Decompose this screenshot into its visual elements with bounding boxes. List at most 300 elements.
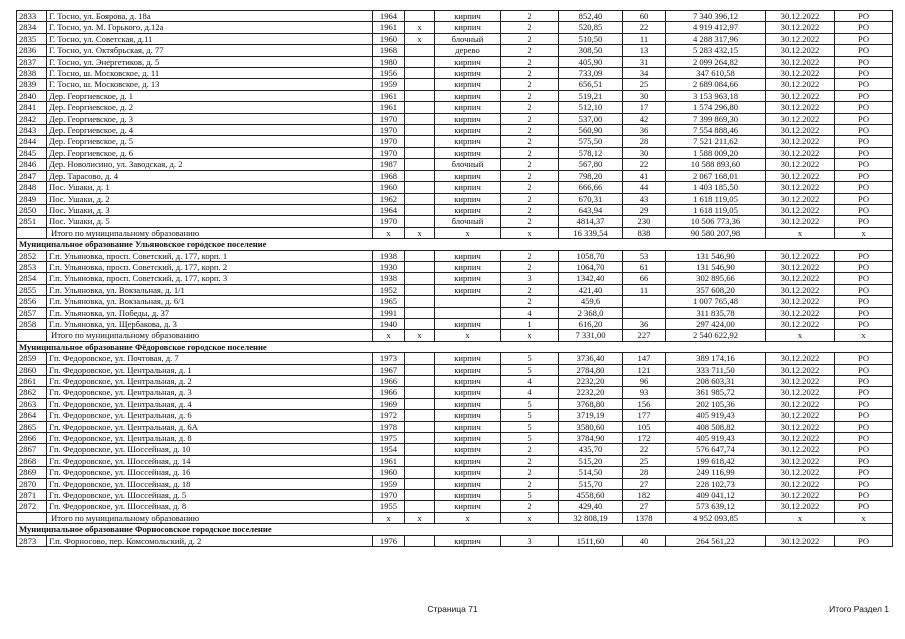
row-number-cell [17, 227, 47, 238]
floors-cell: 5 [501, 433, 559, 444]
funding-method-cell: РО [835, 125, 893, 136]
funding-method-cell: РО [835, 22, 893, 33]
floors-cell: 5 [501, 353, 559, 364]
repair-cost-cell: 1 574 296,80 [666, 102, 766, 113]
residents-cell: 28 [623, 136, 666, 147]
residents-cell: 53 [623, 250, 666, 261]
marker-cell [405, 307, 435, 318]
residents-cell: 41 [623, 170, 666, 181]
wall-material-cell [435, 296, 501, 307]
total-area-cell: 459,6 [559, 296, 623, 307]
address-cell: Гп. Федоровское, ул. Шоссейная, д. 18 [47, 478, 373, 489]
address-cell: Гп. Федоровское, ул. Шоссейная, д. 16 [47, 467, 373, 478]
completion-date-cell: 30.12.2022 [766, 11, 835, 22]
funding-method-cell: РО [835, 387, 893, 398]
row-number-cell: 2860 [17, 364, 47, 375]
marker-cell: х [405, 33, 435, 44]
marker-cell [405, 364, 435, 375]
row-number-cell: 2859 [17, 353, 47, 364]
row-number-cell: 2862 [17, 387, 47, 398]
row-number-cell: 2852 [17, 250, 47, 261]
table-row [17, 467, 893, 478]
table-row [17, 113, 893, 124]
year-built-cell: 1980 [373, 56, 405, 67]
wall-material-cell: кирпич [435, 455, 501, 466]
register-body [17, 11, 893, 547]
year-built-cell: 1966 [373, 387, 405, 398]
marker-cell [405, 535, 435, 546]
completion-date-cell: 30.12.2022 [766, 170, 835, 181]
funding-method-cell: РО [835, 535, 893, 546]
total-area-cell: 575,50 [559, 136, 623, 147]
year-built-cell: 1959 [373, 79, 405, 90]
table-row [17, 455, 893, 466]
total-area-cell: 656,51 [559, 79, 623, 90]
completion-date-cell: 30.12.2022 [766, 79, 835, 90]
floors-cell: 2 [501, 45, 559, 56]
year-built-cell: 1961 [373, 102, 405, 113]
year-built-cell: 1991 [373, 307, 405, 318]
funding-method-cell: РО [835, 444, 893, 455]
residents-cell: 147 [623, 353, 666, 364]
table-row [17, 490, 893, 501]
wall-material-cell: кирпич [435, 444, 501, 455]
wall-material-cell [435, 307, 501, 318]
marker-cell [405, 159, 435, 170]
floors-cell: 2 [501, 68, 559, 79]
total-area-cell: 32 808,19 [559, 512, 623, 523]
row-number-cell: 2833 [17, 11, 47, 22]
floors-cell: 2 [501, 102, 559, 113]
residents-cell: 177 [623, 410, 666, 421]
floors-cell: 2 [501, 159, 559, 170]
total-area-cell: 616,20 [559, 318, 623, 329]
total-area-cell: 578,12 [559, 147, 623, 158]
row-number-cell: 2853 [17, 261, 47, 272]
marker-cell [405, 136, 435, 147]
repair-cost-cell: 228 102,73 [666, 478, 766, 489]
floors-cell: 2 [501, 125, 559, 136]
year-built-cell: х [373, 227, 405, 238]
repair-cost-cell: 333 711,50 [666, 364, 766, 375]
address-cell: Дер. Георгиевское, д. 4 [47, 125, 373, 136]
total-area-cell: 519,21 [559, 90, 623, 101]
residents-cell: 66 [623, 273, 666, 284]
completion-date-cell: 30.12.2022 [766, 501, 835, 512]
total-area-cell: 512,10 [559, 102, 623, 113]
floors-cell: 2 [501, 296, 559, 307]
funding-method-cell: РО [835, 11, 893, 22]
year-built-cell: 1961 [373, 22, 405, 33]
residents-cell: 105 [623, 421, 666, 432]
wall-material-cell: блочный [435, 159, 501, 170]
repair-cost-cell: 202 105,36 [666, 398, 766, 409]
repair-cost-cell: 249 116,99 [666, 467, 766, 478]
row-number-cell: 2863 [17, 398, 47, 409]
floors-cell: 2 [501, 216, 559, 227]
table-row [17, 147, 893, 158]
table-row [17, 102, 893, 113]
funding-method-cell: РО [835, 284, 893, 295]
address-cell: Гп. Федоровское, ул. Шоссейная, д. 10 [47, 444, 373, 455]
residents-cell: 25 [623, 455, 666, 466]
marker-cell [405, 56, 435, 67]
row-number-cell: 2844 [17, 136, 47, 147]
completion-date-cell: 30.12.2022 [766, 113, 835, 124]
table-row [17, 182, 893, 193]
year-built-cell: 1955 [373, 501, 405, 512]
address-cell: Г. Тосно, ул. Энергетиков, д. 5 [47, 56, 373, 67]
repair-cost-cell: 1 403 185,50 [666, 182, 766, 193]
funding-method-cell: РО [835, 273, 893, 284]
table-row [17, 193, 893, 204]
year-built-cell: 1975 [373, 433, 405, 444]
address-cell: Гп. Федоровское, ул. Центральная, д. 6А [47, 421, 373, 432]
completion-date-cell: 30.12.2022 [766, 421, 835, 432]
repair-cost-cell: 302 895,66 [666, 273, 766, 284]
marker-cell [405, 490, 435, 501]
completion-date-cell: 30.12.2022 [766, 33, 835, 44]
residents-cell: 42 [623, 113, 666, 124]
row-number-cell: 2835 [17, 33, 47, 44]
marker-cell [405, 433, 435, 444]
total-area-cell: 4558,60 [559, 490, 623, 501]
address-cell: Г. Тосно, ул. Боярова, д. 18а [47, 11, 373, 22]
funding-method-cell: РО [835, 56, 893, 67]
table-row [17, 136, 893, 147]
marker-cell [405, 113, 435, 124]
row-number-cell: 2861 [17, 376, 47, 387]
funding-method-cell: РО [835, 478, 893, 489]
residents-cell: 25 [623, 79, 666, 90]
completion-date-cell: 30.12.2022 [766, 433, 835, 444]
section-total-label: Итого Раздел 1 [829, 604, 889, 614]
table-row [17, 364, 893, 375]
year-built-cell: 1938 [373, 273, 405, 284]
table-row [17, 11, 893, 22]
completion-date-cell: 30.12.2022 [766, 318, 835, 329]
repair-cost-cell: 297 424,00 [666, 318, 766, 329]
completion-date-cell: 30.12.2022 [766, 45, 835, 56]
address-cell: Гп. Федоровское, ул. Центральная, д. 1 [47, 364, 373, 375]
repair-cost-cell: 10 506 773,36 [666, 216, 766, 227]
repair-cost-cell: 264 561,22 [666, 535, 766, 546]
floors-cell: 2 [501, 22, 559, 33]
repair-cost-cell: 131 546,90 [666, 261, 766, 272]
year-built-cell: х [373, 330, 405, 341]
funding-method-cell: х [835, 512, 893, 523]
marker-cell [405, 318, 435, 329]
row-number-cell: 2867 [17, 444, 47, 455]
floors-cell: х [501, 227, 559, 238]
row-number-cell: 2871 [17, 490, 47, 501]
table-row [17, 90, 893, 101]
repair-cost-cell: 405 919,43 [666, 433, 766, 444]
repair-cost-cell: 361 985,72 [666, 387, 766, 398]
table-row [17, 421, 893, 432]
year-built-cell: 1970 [373, 490, 405, 501]
address-cell: Дер. Георгиевское, д. 1 [47, 90, 373, 101]
total-area-cell: 3736,40 [559, 353, 623, 364]
repair-cost-cell: 409 041,12 [666, 490, 766, 501]
floors-cell: 3 [501, 535, 559, 546]
total-area-cell: 537,00 [559, 113, 623, 124]
year-built-cell: 1970 [373, 216, 405, 227]
residents-cell: 27 [623, 501, 666, 512]
residents-cell: 22 [623, 22, 666, 33]
wall-material-cell: кирпич [435, 125, 501, 136]
row-number-cell: 2851 [17, 216, 47, 227]
completion-date-cell: 30.12.2022 [766, 102, 835, 113]
repair-cost-cell: 90 580 207,98 [666, 227, 766, 238]
address-cell: Г.п. Форносово, пер. Комсомольский, д. 2 [47, 535, 373, 546]
funding-method-cell: РО [835, 147, 893, 158]
residents-cell: 60 [623, 11, 666, 22]
funding-method-cell: РО [835, 490, 893, 501]
housing-register-table [16, 10, 893, 547]
row-number-cell: 2840 [17, 90, 47, 101]
total-area-cell: 3719,19 [559, 410, 623, 421]
residents-cell: 172 [623, 433, 666, 444]
floors-cell: 2 [501, 193, 559, 204]
wall-material-cell: кирпич [435, 170, 501, 181]
floors-cell: 2 [501, 90, 559, 101]
completion-date-cell: 30.12.2022 [766, 307, 835, 318]
wall-material-cell: кирпич [435, 136, 501, 147]
marker-cell [405, 353, 435, 364]
repair-cost-cell: 573 639,12 [666, 501, 766, 512]
completion-date-cell: 30.12.2022 [766, 364, 835, 375]
residents-cell: 11 [623, 284, 666, 295]
funding-method-cell: РО [835, 159, 893, 170]
address-cell: Пос. Ушаки, д. 1 [47, 182, 373, 193]
funding-method-cell: РО [835, 204, 893, 215]
address-cell: Пос. Ушаки, д. 3 [47, 204, 373, 215]
total-area-cell: 3580,60 [559, 421, 623, 432]
address-cell: Г.п. Ульяновка, ул. Вокзальная, д. 6/1 [47, 296, 373, 307]
marker-cell [405, 455, 435, 466]
year-built-cell: 1965 [373, 296, 405, 307]
marker-cell [405, 284, 435, 295]
address-cell: Гп. Федоровское, ул. Почтовая, д. 7 [47, 353, 373, 364]
year-built-cell: 1938 [373, 250, 405, 261]
total-area-cell: 3784,90 [559, 433, 623, 444]
residents-cell: 36 [623, 125, 666, 136]
residents-cell: 1378 [623, 512, 666, 523]
address-cell: Г.п. Ульяновка, просп. Советский, д. 177, корп. 3 [47, 273, 373, 284]
floors-cell: 2 [501, 478, 559, 489]
row-number-cell: 2854 [17, 273, 47, 284]
wall-material-cell: кирпич [435, 535, 501, 546]
row-number-cell: 2849 [17, 193, 47, 204]
funding-method-cell: РО [835, 45, 893, 56]
completion-date-cell: 30.12.2022 [766, 250, 835, 261]
residents-cell: 31 [623, 56, 666, 67]
table-row [17, 318, 893, 329]
completion-date-cell: 30.12.2022 [766, 398, 835, 409]
marker-cell [405, 467, 435, 478]
wall-material-cell: кирпич [435, 353, 501, 364]
marker-cell [405, 125, 435, 136]
total-area-cell: 515,70 [559, 478, 623, 489]
residents-cell: 17 [623, 102, 666, 113]
residents-cell: 227 [623, 330, 666, 341]
table-row [17, 159, 893, 170]
funding-method-cell: РО [835, 467, 893, 478]
wall-material-cell: кирпич [435, 376, 501, 387]
completion-date-cell: 30.12.2022 [766, 490, 835, 501]
row-number-cell [17, 512, 47, 523]
year-built-cell: 1961 [373, 455, 405, 466]
year-built-cell: 1960 [373, 33, 405, 44]
completion-date-cell: х [766, 330, 835, 341]
row-number-cell: 2865 [17, 421, 47, 432]
address-cell: Гп. Федоровское, ул. Центральная, д. 8 [47, 433, 373, 444]
address-cell: Гп. Федоровское, ул. Шоссейная, д. 8 [47, 501, 373, 512]
page-number: Страница 71 [427, 604, 478, 614]
total-area-cell: 798,20 [559, 170, 623, 181]
marker-cell [405, 90, 435, 101]
floors-cell: 5 [501, 398, 559, 409]
row-number-cell: 2873 [17, 535, 47, 546]
floors-cell: 5 [501, 410, 559, 421]
residents-cell: 29 [623, 204, 666, 215]
subtotal-row [17, 512, 893, 523]
residents-cell: 34 [623, 68, 666, 79]
residents-cell: 40 [623, 535, 666, 546]
year-built-cell: 1960 [373, 467, 405, 478]
repair-cost-cell: 7 399 869,30 [666, 113, 766, 124]
repair-cost-cell: 199 618,42 [666, 455, 766, 466]
marker-cell [405, 398, 435, 409]
table-row [17, 433, 893, 444]
year-built-cell: 1959 [373, 478, 405, 489]
floors-cell: 2 [501, 455, 559, 466]
total-area-cell: 1342,40 [559, 273, 623, 284]
repair-cost-cell: 1 588 009,20 [666, 147, 766, 158]
total-area-cell: 2232,20 [559, 387, 623, 398]
total-area-cell: 429,40 [559, 501, 623, 512]
wall-material-cell: дерево [435, 45, 501, 56]
completion-date-cell: 30.12.2022 [766, 535, 835, 546]
total-area-cell: 520,85 [559, 22, 623, 33]
address-cell: Г. Тосно, ул. Советская, д.11 [47, 33, 373, 44]
address-cell: Пос. Ушаки, д. 5 [47, 216, 373, 227]
funding-method-cell: РО [835, 68, 893, 79]
residents-cell: 13 [623, 45, 666, 56]
marker-cell [405, 261, 435, 272]
residents-cell: 61 [623, 261, 666, 272]
floors-cell: 2 [501, 261, 559, 272]
total-area-cell: 2232,20 [559, 376, 623, 387]
address-cell: Г.п. Ульяновка, просп. Советский, д. 177, корп. 2 [47, 261, 373, 272]
repair-cost-cell: 208 603,31 [666, 376, 766, 387]
section-title: Муниципальное образование Форносовское городское поселение [17, 524, 893, 535]
total-area-cell: 421,40 [559, 284, 623, 295]
residents-cell: 27 [623, 478, 666, 489]
year-built-cell: 1972 [373, 410, 405, 421]
row-number-cell: 2866 [17, 433, 47, 444]
year-built-cell: 1987 [373, 159, 405, 170]
year-built-cell: 1964 [373, 204, 405, 215]
floors-cell: х [501, 330, 559, 341]
row-number-cell: 2845 [17, 147, 47, 158]
repair-cost-cell: 2 540 622,92 [666, 330, 766, 341]
table-row [17, 22, 893, 33]
floors-cell: 4 [501, 307, 559, 318]
wall-material-cell: кирпич [435, 364, 501, 375]
wall-material-cell: кирпич [435, 193, 501, 204]
total-area-cell: 515,20 [559, 455, 623, 466]
wall-material-cell: кирпич [435, 113, 501, 124]
section-title: Муниципальное образование Фёдоровское городское поселение [17, 341, 893, 352]
funding-method-cell: РО [835, 182, 893, 193]
wall-material-cell: кирпич [435, 387, 501, 398]
address-cell: Итого по муниципальному образованию [47, 227, 373, 238]
total-area-cell: 514,50 [559, 467, 623, 478]
table-row [17, 387, 893, 398]
residents-cell: 28 [623, 467, 666, 478]
floors-cell: 2 [501, 501, 559, 512]
repair-cost-cell: 405 919,43 [666, 410, 766, 421]
address-cell: Итого по муниципальному образованию [47, 512, 373, 523]
marker-cell [405, 170, 435, 181]
table-row [17, 204, 893, 215]
table-row [17, 444, 893, 455]
year-built-cell: 1970 [373, 125, 405, 136]
wall-material-cell: кирпич [435, 147, 501, 158]
funding-method-cell: РО [835, 501, 893, 512]
table-row [17, 307, 893, 318]
marker-cell [405, 478, 435, 489]
address-cell: Г. Тосно, ул. М. Горького, д.12а [47, 22, 373, 33]
year-built-cell: 1964 [373, 11, 405, 22]
total-area-cell: 643,94 [559, 204, 623, 215]
table-row [17, 478, 893, 489]
total-area-cell: 666,66 [559, 182, 623, 193]
marker-cell [405, 501, 435, 512]
completion-date-cell: 30.12.2022 [766, 56, 835, 67]
funding-method-cell: РО [835, 136, 893, 147]
funding-method-cell: РО [835, 410, 893, 421]
marker-cell [405, 273, 435, 284]
funding-method-cell: РО [835, 364, 893, 375]
table-row [17, 125, 893, 136]
completion-date-cell: 30.12.2022 [766, 22, 835, 33]
repair-cost-cell: 357 608,20 [666, 284, 766, 295]
completion-date-cell: 30.12.2022 [766, 455, 835, 466]
funding-method-cell: РО [835, 455, 893, 466]
address-cell: Гп. Федоровское, ул. Шоссейная, д. 14 [47, 455, 373, 466]
funding-method-cell: х [835, 227, 893, 238]
floors-cell: 4 [501, 376, 559, 387]
floors-cell: 2 [501, 250, 559, 261]
marker-cell [405, 11, 435, 22]
wall-material-cell: кирпич [435, 102, 501, 113]
wall-material-cell: кирпич [435, 467, 501, 478]
year-built-cell: 1968 [373, 170, 405, 181]
repair-cost-cell: 4 288 317,96 [666, 33, 766, 44]
completion-date-cell: х [766, 512, 835, 523]
year-built-cell: 1954 [373, 444, 405, 455]
completion-date-cell: 30.12.2022 [766, 182, 835, 193]
row-number-cell: 2856 [17, 296, 47, 307]
year-built-cell: 1970 [373, 113, 405, 124]
total-area-cell: 16 339,54 [559, 227, 623, 238]
marker-cell [405, 182, 435, 193]
funding-method-cell: РО [835, 102, 893, 113]
residents-cell: 230 [623, 216, 666, 227]
